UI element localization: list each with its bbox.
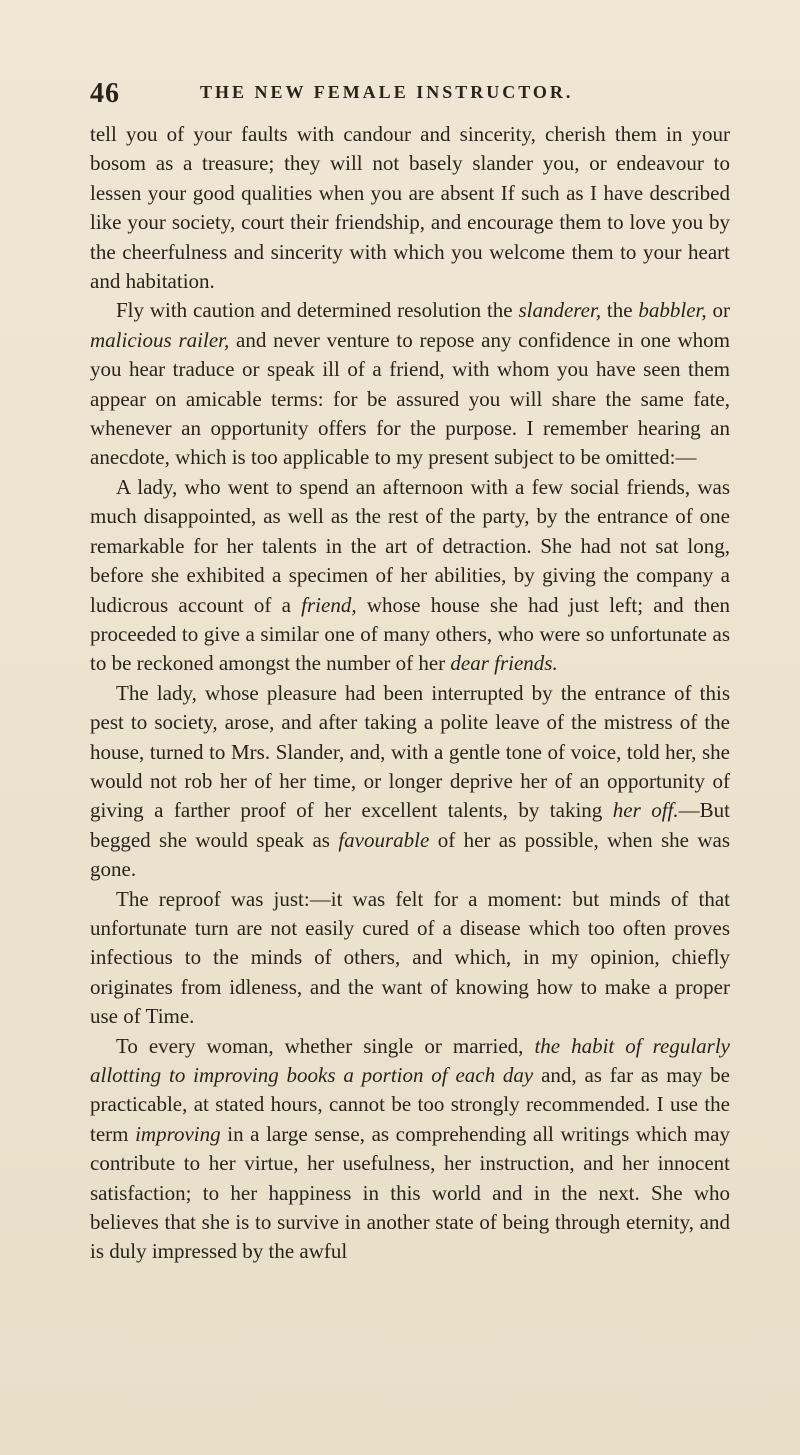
paragraph: [90, 120, 730, 296]
text-segment: the: [601, 298, 639, 323]
paragraph: [90, 885, 730, 1032]
text-segment: The lady, whose pleasure had been interrupted by the entrance of this pest to society, arose, and after taking a polite leave of the mistress of the house, turned to Mrs. Slander, and, with a gentle tone of voice, told her, she would not rob her of her time, or longer deprive her of an opportunity of giving a farther proof of her excellent talents, by taking: [90, 680, 730, 823]
running-title: THE NEW FEMALE INSTRUCTOR.: [200, 82, 574, 102]
italic-segment: favourable: [338, 827, 430, 852]
paragraph: [90, 1032, 730, 1267]
text-segment: —But begged she would speak as: [90, 798, 730, 852]
text-segment: of her as possible, when she was gone.: [90, 827, 730, 882]
text-segment: and, as far as may be practicable, at stated hours, cannot be too strongly recommended. I use the term: [90, 1063, 731, 1146]
italic-segment: the habit of regularly allotting to improving books a portion of each day: [90, 1033, 730, 1087]
text-segment: and never venture to repose any confidence in one whom you hear traduce or speak ill of a friend, with whom you have seen them appear on amicable terms: for be assured you will share the same fate, whenever an opportunity offers for the purpose. I remember hearing an anecdote, which is too applicable to my present subject to be omitted:—: [90, 327, 730, 470]
italic-segment: friend,: [301, 592, 357, 617]
text-segment: or: [706, 298, 730, 323]
text-segment: To every woman, whether single or married,: [116, 1033, 535, 1058]
paragraph: [90, 679, 730, 885]
italic-segment: her off.: [612, 798, 679, 823]
text-segment: tell you of your faults with candour and sincerity, cherish them in your bosom as a treasure; they will not basely slander you, or endeavour to lessen your good qualities when you are absent If such as I have described like your society, court their friendship, and encourage them to love you by the cheerfulness and sincerity with which you welcome them to your heart and habitation.: [90, 122, 730, 294]
text-segment: whose house she had just left; and then proceeded to give a similar one of many others, who were so unfortunate as to be reckoned amongst the number of her: [90, 592, 730, 676]
italic-segment: malicious railer,: [90, 327, 230, 352]
body-text: [90, 120, 730, 1267]
text-segment: A lady, who went to spend an afternoon with a few social friends, was much disappointed, as well as the rest of the party, by the entrance of one remarkable for her talents in the art of detraction. She had not sat long, before she exhibited a specimen of her abilities, by giving the company a ludicrous account of a: [90, 474, 730, 617]
text-segment: in a large sense, as comprehending all writings which may contribute to her virtue, her usefulness, her instruction, and her innocent satisfaction; to her happiness in this world and in the next. She who believes that she is to survive in another state of being through eternity, and is duly impressed by the awful: [90, 1121, 730, 1264]
page-number: 46: [90, 78, 120, 109]
text-segment: Fly with caution and determined resolution the: [116, 298, 519, 323]
running-head: [90, 70, 710, 110]
italic-segment: babbler,: [638, 298, 707, 323]
text-segment: The reproof was just:—it was felt for a moment: but minds of that unfortunate turn are not easily cured of a disease which too often proves infectious to the minds of others, and which, in my opinion, chiefly originates from idleness, and the want of knowing how to make a proper use of Time.: [90, 886, 730, 1029]
italic-segment: slanderer,: [518, 298, 602, 323]
italic-segment: improving: [135, 1121, 221, 1146]
italic-segment: dear friends.: [450, 651, 558, 676]
paragraph: [90, 296, 730, 472]
paragraph: [90, 473, 730, 679]
